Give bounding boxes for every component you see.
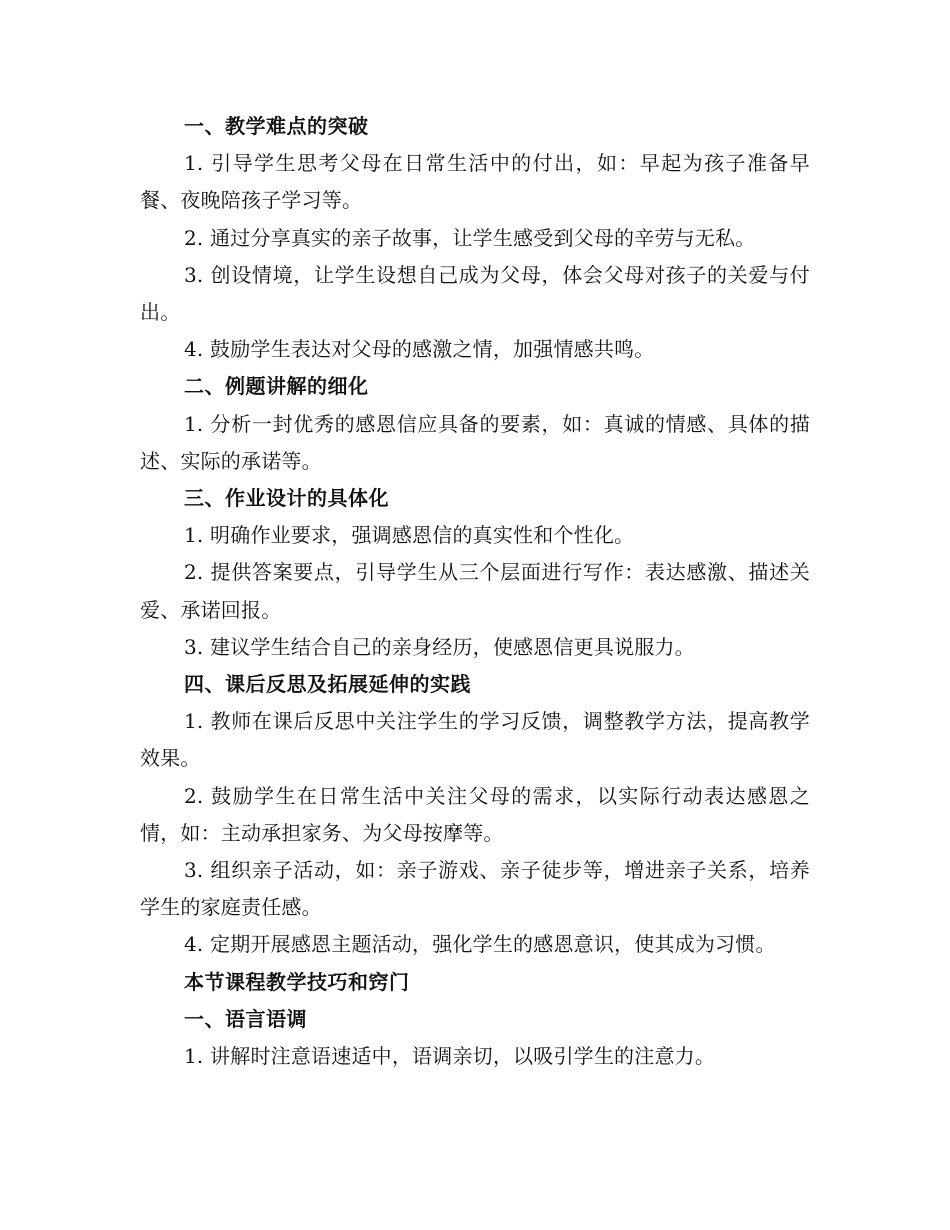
paragraph-item: 1. 讲解时注意语速适中，语调亲切，以吸引学生的注意力。 xyxy=(184,1044,716,1069)
paragraph-item: 1. 引导学生思考父母在日常生活中的付出，如：早起为孩子准备早餐、夜晚陪孩子学习等。 xyxy=(140,151,810,213)
section-heading-homework-design: 三、作业设计的具体化 xyxy=(184,486,389,511)
paragraph-item: 2. 提供答案要点，引导学生从三个层面进行写作：表达感激、描述关爱、承诺回报。 xyxy=(140,560,810,622)
paragraph-item: 3. 创设情境，让学生设想自己成为父母，体会父母对孩子的关爱与付出。 xyxy=(140,262,810,325)
paragraph-item: 2. 鼓励学生在日常生活中关注父母的需求，以实际行动表达感恩之情，如：主动承担家务、为父母按摩等。 xyxy=(140,783,810,845)
section-heading-teaching-difficulties: 一、教学难点的突破 xyxy=(184,114,369,138)
paragraph-item: 4. 鼓励学生表达对父母的感激之情，加强情感共鸣。 xyxy=(184,337,655,362)
paragraph-item: 1. 教师在课后反思中关注学生的学习反馈，调整教学方法，提高教学效果。 xyxy=(140,709,810,771)
paragraph-item: 2. 通过分享真实的亲子故事，让学生感受到父母的辛劳与无私。 xyxy=(184,225,756,250)
paragraph-item: 4. 定期开展感恩主题活动，强化学生的感恩意识，使其成为习惯。 xyxy=(184,932,776,957)
paragraph-item: 1. 明确作业要求，强调感恩信的真实性和个性化。 xyxy=(184,523,635,548)
document-body xyxy=(140,108,810,1075)
section-heading-teaching-tips: 本节课程教学技巧和窍门 xyxy=(184,969,410,994)
section-heading-language-tone: 一、语言语调 xyxy=(184,1006,307,1031)
section-heading-example-explanation: 二、例题讲解的细化 xyxy=(184,374,369,399)
paragraph-item: 3. 建议学生结合自己的亲身经历，使感恩信更具说服力。 xyxy=(184,634,695,659)
paragraph-item: 3. 组织亲子活动，如：亲子游戏、亲子徒步等，增进亲子关系，培养学生的家庭责任感。 xyxy=(140,858,810,920)
section-heading-reflection-extension: 四、课后反思及拓展延伸的实践 xyxy=(184,672,471,697)
paragraph-item: 1. 分析一封优秀的感恩信应具备的要素，如：真诚的情感、具体的描述、实际的承诺等。 xyxy=(140,411,810,473)
